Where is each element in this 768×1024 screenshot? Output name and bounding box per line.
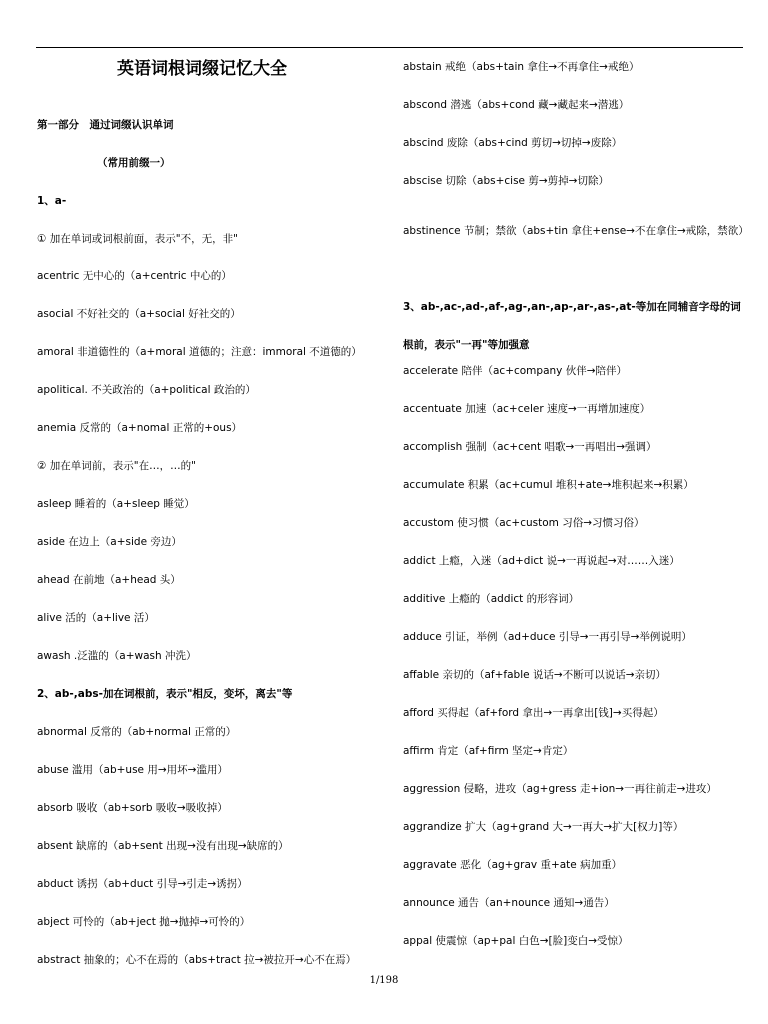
word-entry: abscind 废除（abs+cind 剪切→切掉→废除） xyxy=(403,137,623,149)
word-entry: abject 可怜的（ab+ject 抛→抛掉→可怜的） xyxy=(37,916,251,928)
word-entry: ahead 在前地（a+head 头） xyxy=(37,574,181,586)
word-entry: aggravate 恶化（ag+grav 重+ate 病加重） xyxy=(403,859,623,871)
word-entry: accumulate 积累（ac+cumul 堆积+ate→堆积起来→积累） xyxy=(403,479,694,491)
section-heading: 3、ab-,ac-,ad-,af-,ag-,an-,ap-,ar-,as-,at-等加在同辅音字母的词根前，表示"一再"等加强意 xyxy=(403,301,741,351)
word-entry: adduce 引证，举例（ad+duce 引导→一再引导→举例说明） xyxy=(403,631,692,643)
prefix-group-heading: （常用前缀一） xyxy=(97,157,171,169)
page-number: 1/198 xyxy=(369,975,399,986)
word-entry: abnormal 反常的（ab+normal 正常的） xyxy=(37,726,237,738)
section-heading: 1、a- xyxy=(37,195,67,207)
word-entry: affable 亲切的（af+fable 说话→不断可以说话→亲切） xyxy=(403,669,667,681)
word-entry: awash .泛滥的（a+wash 冲洗） xyxy=(37,650,197,662)
header-rule xyxy=(36,47,743,48)
word-entry: additive 上瘾的（addict 的形容词） xyxy=(403,593,580,605)
word-entry: announce 通告（an+nounce 通知→通告） xyxy=(403,897,615,909)
rule-note: ② 加在单词前，表示"在…，…的" xyxy=(37,460,196,472)
word-entry: apolitical. 不关政治的（a+political 政治的） xyxy=(37,384,256,396)
word-entry: absorb 吸收（ab+sorb 吸收→吸收掉） xyxy=(37,802,228,814)
word-entry: accustom 使习惯（ac+custom 习俗→习惯习俗） xyxy=(403,517,645,529)
word-entry: addict 上瘾，入迷（ad+dict 说→一再说起→对……入迷） xyxy=(403,555,680,567)
word-entry: abstract 抽象的；心不在焉的（abs+tract 拉→被拉开→心不在焉） xyxy=(37,954,357,966)
rule-note: ① 加在单词或词根前面，表示"不，无，非" xyxy=(37,233,238,245)
word-entry: accomplish 强制（ac+cent 唱歌→一再唱出→强调） xyxy=(403,441,657,453)
document-title: 英语词根词缀记忆大全 xyxy=(117,59,287,79)
word-entry: affirm 肯定（af+firm 坚定→肯定） xyxy=(403,745,574,757)
section-heading: 2、ab-,abs-加在词根前，表示"相反，变坏，离去"等 xyxy=(37,688,293,700)
word-entry: alive 活的（a+live 活） xyxy=(37,612,155,624)
word-entry: abstinence 节制；禁欲（abs+tin 拿住+ense→不在拿住→戒除，禁欲） xyxy=(403,225,749,237)
word-entry: asocial 不好社交的（a+social 好社交的） xyxy=(37,308,241,320)
word-entry: anemia 反常的（a+nomal 正常的+ous） xyxy=(37,422,243,434)
word-entry: afford 买得起（af+ford 拿出→一再拿出[钱]→买得起） xyxy=(403,707,664,719)
word-entry: aside 在边上（a+side 旁边） xyxy=(37,536,182,548)
word-entry: acentric 无中心的（a+centric 中心的） xyxy=(37,270,232,282)
word-entry: amoral 非道德性的（a+moral 道德的；注意：immoral 不道德的） xyxy=(37,346,362,358)
word-entry: accelerate 陪伴（ac+company 伙伴→陪伴） xyxy=(403,365,628,377)
word-entry: abstain 戒绝（abs+tain 拿住→不再拿住→戒绝） xyxy=(403,61,640,73)
word-entry: abscond 潜逃（abs+cond 藏→藏起来→潜逃） xyxy=(403,99,630,111)
word-entry: absent 缺席的（ab+sent 出现→没有出现→缺席的） xyxy=(37,840,289,852)
word-entry: abduct 诱拐（ab+duct 引导→引走→诱拐） xyxy=(37,878,248,890)
word-entry: appal 使震惊（ap+pal 白色→[脸]变白→受惊） xyxy=(403,935,629,947)
part-heading: 第一部分 通过词缀认识单词 xyxy=(37,119,174,131)
word-entry: asleep 睡着的（a+sleep 睡觉） xyxy=(37,498,195,510)
word-entry: accentuate 加速（ac+celer 速度→一再增加速度） xyxy=(403,403,651,415)
word-entry: abuse 滥用（ab+use 用→用坏→滥用） xyxy=(37,764,228,776)
word-entry: aggrandize 扩大（ag+grand 大→一再大→扩大[权力]等） xyxy=(403,821,684,833)
word-entry: aggression 侵略，进攻（ag+gress 走+ion→一再往前走→进攻） xyxy=(403,783,717,795)
word-entry: abscise 切除（abs+cise 剪→剪掉→切除） xyxy=(403,175,609,187)
